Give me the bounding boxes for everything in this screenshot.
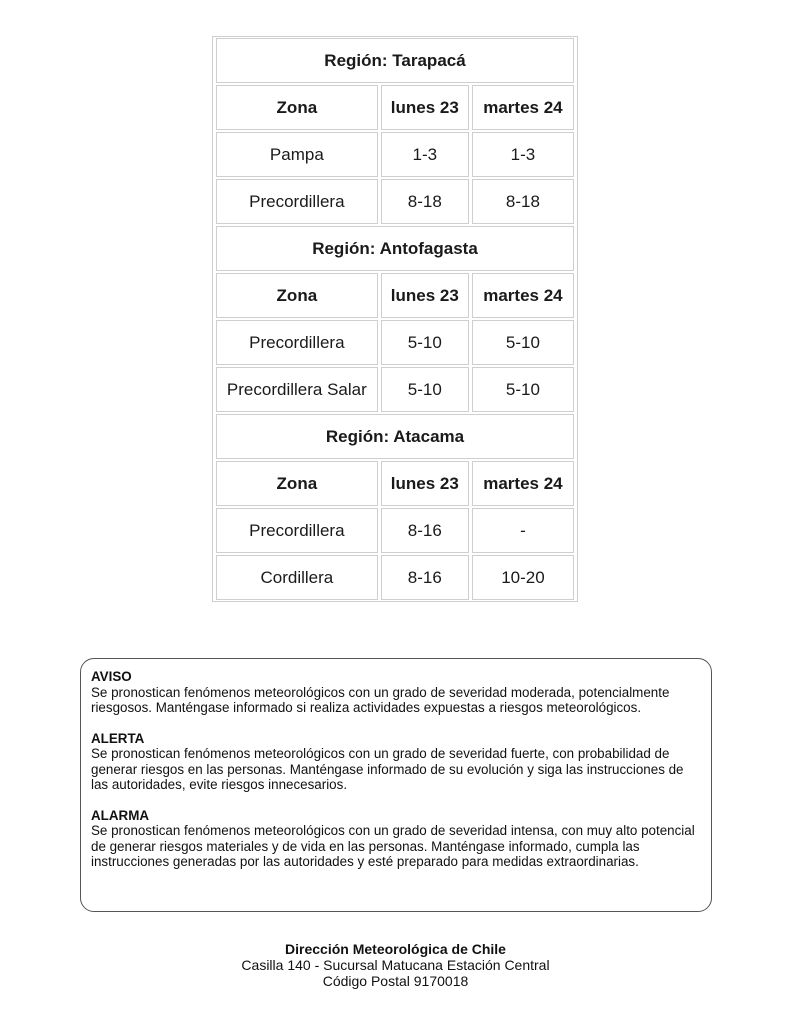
header-zona: Zona bbox=[216, 461, 378, 506]
value-cell: 8-18 bbox=[381, 179, 469, 224]
table-row bbox=[216, 367, 574, 412]
footer-org-name: Dirección Meteorológica de Chile bbox=[285, 941, 506, 957]
table-row bbox=[216, 320, 574, 365]
zone-cell: Pampa bbox=[216, 132, 378, 177]
value-cell: 5-10 bbox=[381, 320, 469, 365]
zone-cell: Precordillera bbox=[216, 320, 378, 365]
table-row bbox=[216, 179, 574, 224]
legend-title: AVISO bbox=[91, 669, 132, 684]
header-zona: Zona bbox=[216, 85, 378, 130]
legend-item-alerta bbox=[91, 731, 701, 793]
zone-cell: Precordillera Salar bbox=[216, 367, 378, 412]
footer-address: Casilla 140 - Sucursal Matucana Estación Central bbox=[241, 957, 550, 973]
legend-text: Se pronostican fenómenos meteorológicos con un grado de severidad fuerte, con probabilidad de generar riesgos en las personas. Manténgase informado de su evolución y siga las instrucciones de las autoridades, evite riesgos innecesarios. bbox=[91, 746, 684, 792]
forecast-table-container bbox=[212, 36, 578, 602]
header-day-2: martes 24 bbox=[472, 461, 574, 506]
table-row bbox=[216, 132, 574, 177]
table-row bbox=[216, 555, 574, 600]
zone-cell: Precordillera bbox=[216, 508, 378, 553]
value-cell: 1-3 bbox=[381, 132, 469, 177]
footer bbox=[0, 941, 791, 989]
forecast-table bbox=[213, 36, 577, 602]
header-day-2: martes 24 bbox=[472, 273, 574, 318]
legend-text: Se pronostican fenómenos meteorológicos con un grado de severidad moderada, potencialmente riesgosos. Manténgase informado si realiza actividades expuestas a riesgos meteorológicos. bbox=[91, 684, 670, 715]
footer-postal-code: Código Postal 9170018 bbox=[322, 973, 469, 989]
value-cell: 1-3 bbox=[472, 132, 574, 177]
header-row bbox=[216, 273, 574, 318]
region-title: Región: Tarapacá bbox=[216, 38, 574, 83]
region-title: Región: Antofagasta bbox=[216, 226, 574, 271]
value-cell: - bbox=[472, 508, 574, 553]
region-row-atacama bbox=[216, 414, 574, 459]
table-row bbox=[216, 508, 574, 553]
value-cell: 5-10 bbox=[381, 367, 469, 412]
legend-item-alarma bbox=[91, 808, 701, 870]
value-cell: 8-16 bbox=[381, 508, 469, 553]
header-row bbox=[216, 85, 574, 130]
legend-item-aviso bbox=[91, 669, 701, 716]
header-day-1: lunes 23 bbox=[381, 273, 469, 318]
header-day-1: lunes 23 bbox=[381, 85, 469, 130]
region-title: Región: Atacama bbox=[216, 414, 574, 459]
header-zona: Zona bbox=[216, 273, 378, 318]
value-cell: 10-20 bbox=[472, 555, 574, 600]
value-cell: 5-10 bbox=[472, 367, 574, 412]
legend-title: ALERTA bbox=[91, 730, 145, 746]
header-day-1: lunes 23 bbox=[381, 461, 469, 506]
region-row-tarapaca bbox=[216, 38, 574, 83]
zone-cell: Precordillera bbox=[216, 179, 378, 224]
value-cell: 8-16 bbox=[381, 555, 469, 600]
legend-text: Se pronostican fenómenos meteorológicos con un grado de severidad intensa, con muy alto potencial de generar riesgos materiales y de vida en las personas. Manténgase informado, cumpla las instrucciones generadas por las autoridades y esté preparado para medidas extraordinarias. bbox=[91, 823, 695, 869]
value-cell: 5-10 bbox=[472, 320, 574, 365]
zone-cell: Cordillera bbox=[216, 555, 378, 600]
region-row-antofagasta bbox=[216, 226, 574, 271]
severity-legend-box bbox=[80, 658, 712, 912]
legend-title: ALARMA bbox=[91, 807, 150, 823]
header-day-2: martes 24 bbox=[472, 85, 574, 130]
header-row bbox=[216, 461, 574, 506]
value-cell: 8-18 bbox=[472, 179, 574, 224]
